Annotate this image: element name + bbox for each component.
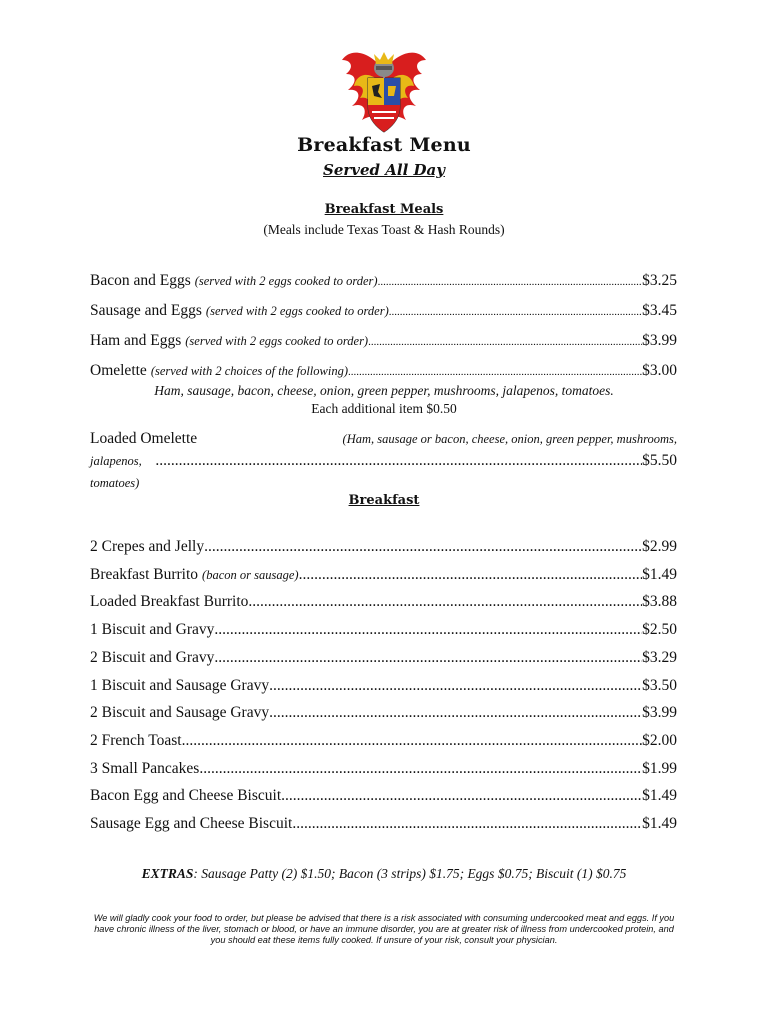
item-price: $3.25 — [642, 272, 677, 289]
menu-item — [90, 677, 677, 695]
item-price: $3.99 — [642, 704, 677, 722]
menu-subtitle: Served All Day — [323, 161, 445, 179]
menu-item — [90, 621, 677, 639]
dot-leader — [348, 362, 642, 380]
menu-item — [90, 787, 677, 805]
dot-leader — [204, 538, 642, 556]
item-price: $3.45 — [642, 302, 677, 319]
extras-text: : Sausage Patty (2) $1.50; Bacon (3 strips) $1.75; Eggs $0.75; Biscuit (1) $0.75 — [193, 866, 627, 881]
dot-leader — [248, 593, 642, 611]
item-price: $3.50 — [642, 676, 677, 694]
item-name: 3 Small Pancakes — [90, 759, 200, 777]
item-name: 2 Biscuit and Gravy — [90, 648, 215, 666]
dot-leader — [389, 302, 642, 320]
dot-leader — [378, 272, 643, 290]
menu-item — [90, 302, 677, 320]
menu-item — [90, 649, 677, 667]
item-name: 1 Biscuit and Gravy — [90, 621, 215, 639]
item-price: $5.50 — [642, 452, 677, 469]
dot-leader — [214, 649, 642, 667]
section-heading-breakfast: Breakfast — [348, 493, 420, 508]
menu-item — [90, 566, 677, 584]
item-price: $1.49 — [642, 565, 677, 583]
item-price: $3.99 — [642, 332, 677, 349]
item-description: (bacon or sausage) — [202, 567, 299, 582]
food-safety-disclaimer: We will gladly cook your food to order, but please be advised that there is a risk associated with consuming undercooked meat and eggs. If you have chronic illness of the liver, stomach or blood, or have an immune disorder, you are at greater risk of illness from undercooked protein, and you should eat these items fully cooked. If unsure of your risk, consult your physician. — [93, 913, 675, 945]
item-price: $2.99 — [642, 538, 677, 555]
extras-label: EXTRAS — [141, 866, 194, 881]
item-name: Breakfast Burrito — [90, 565, 199, 583]
menu-item — [90, 593, 677, 611]
dot-leader — [368, 332, 642, 350]
extras-line — [0, 866, 768, 882]
item-description-cont: jalapenos, tomatoes) — [90, 454, 142, 490]
item-name: Sausage Egg and Cheese Biscuit — [90, 815, 293, 832]
item-name: 2 Biscuit and Sausage Gravy — [90, 704, 270, 722]
item-name: Loaded Omelette — [90, 430, 198, 447]
item-price: $1.49 — [642, 815, 677, 832]
menu-item — [90, 760, 677, 778]
dot-leader — [292, 815, 642, 833]
item-name: Sausage and Eggs — [90, 302, 202, 319]
dot-leader — [281, 787, 642, 805]
item-description: (served with 2 choices of the following) — [150, 364, 348, 378]
item-name: Omelette — [90, 362, 147, 379]
dot-leader — [155, 450, 642, 472]
item-name: Loaded Breakfast Burrito — [90, 593, 249, 611]
item-name: Bacon and Eggs — [90, 272, 191, 289]
item-name: Ham and Eggs — [90, 332, 182, 349]
item-price: $3.88 — [642, 593, 677, 611]
omelette-additional: Each additional item $0.50 — [311, 401, 457, 416]
item-price: $2.50 — [642, 621, 677, 639]
menu-item — [90, 538, 677, 556]
menu-item — [90, 815, 677, 833]
item-name: 1 Biscuit and Sausage Gravy — [90, 676, 270, 694]
dot-leader — [269, 704, 642, 722]
item-description: (served with 2 eggs cooked to order) — [205, 304, 389, 318]
dot-leader — [269, 677, 642, 695]
meals-note: (Meals include Texas Toast & Hash Rounds) — [263, 222, 505, 237]
item-name: 2 French Toast — [90, 731, 182, 749]
item-name: Bacon Egg and Cheese Biscuit — [90, 787, 282, 805]
item-price: $3.29 — [642, 648, 677, 666]
menu-item — [90, 704, 677, 722]
dot-leader — [214, 621, 642, 639]
item-description: (served with 2 eggs cooked to order) — [185, 334, 369, 348]
section-heading-breakfast-meals: Breakfast Meals — [324, 202, 444, 217]
item-name: 2 Crepes and Jelly — [90, 538, 205, 555]
item-price: $2.00 — [642, 731, 677, 749]
coat-of-arms-logo — [338, 40, 430, 136]
menu-item-loaded-omelette — [90, 428, 677, 494]
dot-leader — [199, 760, 642, 778]
dot-leader — [182, 732, 643, 750]
item-price: $1.49 — [642, 787, 677, 805]
item-price: $1.99 — [642, 759, 677, 777]
menu-item — [90, 362, 677, 380]
item-description: (served with 2 eggs cooked to order) — [194, 274, 378, 288]
omelette-choices: Ham, sausage, bacon, cheese, onion, green pepper, mushrooms, jalapenos, tomatoes. — [154, 383, 614, 398]
dot-leader — [299, 566, 643, 584]
item-price: $3.00 — [642, 362, 677, 379]
menu-title: Breakfast Menu — [297, 134, 471, 156]
item-description: (Ham, sausage or bacon, cheese, onion, green pepper, mushrooms, — [342, 432, 677, 446]
menu-item — [90, 732, 677, 750]
menu-item — [90, 272, 677, 290]
menu-item — [90, 332, 677, 350]
